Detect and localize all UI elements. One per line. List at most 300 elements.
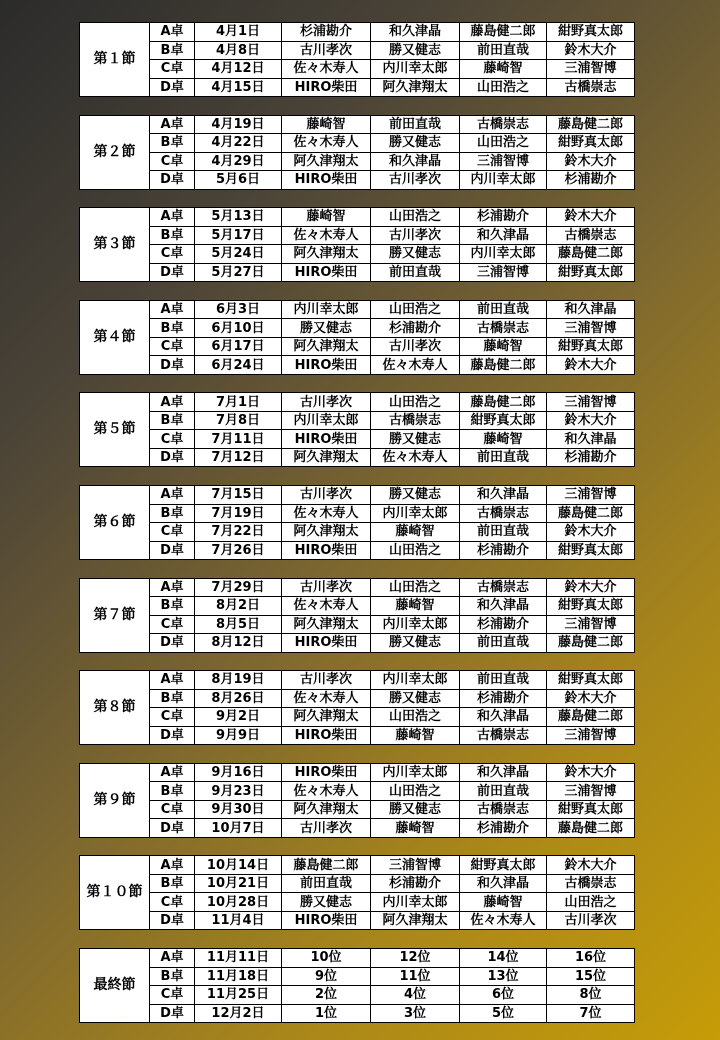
- table-row: [80, 208, 635, 227]
- player-cell: 内川幸太郎: [371, 893, 460, 912]
- table-label: C卓: [150, 615, 195, 634]
- player-cell: 和久津晶: [371, 152, 460, 171]
- section-table: [79, 115, 635, 190]
- player-cell: 三浦智博: [547, 615, 635, 634]
- match-date: 9月9日: [195, 726, 282, 745]
- player-cell: 内川幸太郎: [371, 763, 460, 782]
- player-cell: 内川幸太郎: [371, 671, 460, 690]
- table-row: [80, 893, 635, 912]
- player-cell: 杉浦勘介: [371, 874, 460, 893]
- match-date: 4月15日: [195, 78, 282, 97]
- table-row: [80, 319, 635, 338]
- player-cell: 12位: [371, 949, 460, 968]
- match-date: 10月14日: [195, 856, 282, 875]
- table-label: D卓: [150, 819, 195, 838]
- table-row: [80, 41, 635, 60]
- player-cell: 古川孝次: [371, 171, 460, 190]
- player-cell: 佐々木寿人: [282, 782, 371, 801]
- player-cell: 紺野真太郎: [460, 411, 547, 430]
- table-label: A卓: [150, 393, 195, 412]
- section-table: [79, 22, 635, 97]
- player-cell: 紺野真太郎: [547, 23, 635, 42]
- player-cell: 鈴木大介: [547, 578, 635, 597]
- match-date: 9月30日: [195, 800, 282, 819]
- table-label: A卓: [150, 208, 195, 227]
- table-label: C卓: [150, 986, 195, 1005]
- table-row: [80, 523, 635, 542]
- player-cell: 勝又健志: [371, 689, 460, 708]
- player-cell: 和久津晶: [460, 763, 547, 782]
- table-label: C卓: [150, 893, 195, 912]
- table-row: [80, 171, 635, 190]
- match-date: 6月10日: [195, 319, 282, 338]
- player-cell: 古川孝次: [282, 486, 371, 505]
- table-row: [80, 60, 635, 79]
- player-cell: 勝又健志: [371, 430, 460, 449]
- match-date: 9月23日: [195, 782, 282, 801]
- match-date: 7月8日: [195, 411, 282, 430]
- table-label: A卓: [150, 763, 195, 782]
- player-cell: 藤崎智: [282, 208, 371, 227]
- section-table: [79, 763, 635, 838]
- match-date: 6月3日: [195, 300, 282, 319]
- player-cell: 三浦智博: [547, 60, 635, 79]
- player-cell: 藤島健二郎: [460, 393, 547, 412]
- player-cell: 鈴木大介: [547, 356, 635, 375]
- player-cell: 鈴木大介: [547, 41, 635, 60]
- player-cell: 古橋崇志: [547, 78, 635, 97]
- player-cell: 内川幸太郎: [282, 411, 371, 430]
- section-table: [79, 670, 635, 745]
- table-row: [80, 115, 635, 134]
- table-row: [80, 874, 635, 893]
- player-cell: 鈴木大介: [547, 208, 635, 227]
- player-cell: 阿久津翔太: [282, 523, 371, 542]
- table-label: D卓: [150, 634, 195, 653]
- player-cell: 阿久津翔太: [282, 337, 371, 356]
- match-date: 8月5日: [195, 615, 282, 634]
- player-cell: 鈴木大介: [547, 856, 635, 875]
- table-label: D卓: [150, 356, 195, 375]
- player-cell: 山田浩之: [460, 134, 547, 153]
- table-label: A卓: [150, 300, 195, 319]
- player-cell: 三浦智博: [547, 486, 635, 505]
- player-cell: 紺野真太郎: [547, 337, 635, 356]
- match-date: 11月18日: [195, 967, 282, 986]
- player-cell: 杉浦勘介: [282, 23, 371, 42]
- match-date: 8月26日: [195, 689, 282, 708]
- player-cell: 藤崎智: [371, 726, 460, 745]
- table-row: [80, 578, 635, 597]
- table-label: B卓: [150, 782, 195, 801]
- table-label: A卓: [150, 578, 195, 597]
- player-cell: 古川孝次: [282, 41, 371, 60]
- match-date: 8月12日: [195, 634, 282, 653]
- player-cell: 藤島健二郎: [547, 819, 635, 838]
- player-cell: 古川孝次: [371, 226, 460, 245]
- table-row: [80, 726, 635, 745]
- player-cell: 前田直哉: [460, 671, 547, 690]
- match-date: 11月11日: [195, 949, 282, 968]
- match-date: 7月22日: [195, 523, 282, 542]
- player-cell: HIRO柴田: [282, 541, 371, 560]
- table-label: B卓: [150, 597, 195, 616]
- match-date: 7月26日: [195, 541, 282, 560]
- table-row: [80, 356, 635, 375]
- player-cell: 藤島健二郎: [547, 115, 635, 134]
- section-name: 第８節: [80, 671, 150, 745]
- player-cell: 11位: [371, 967, 460, 986]
- player-cell: 杉浦勘介: [460, 819, 547, 838]
- player-cell: 和久津晶: [460, 708, 547, 727]
- player-cell: 5位: [460, 1004, 547, 1023]
- player-cell: 阿久津翔太: [282, 800, 371, 819]
- table-row: [80, 23, 635, 42]
- player-cell: 和久津晶: [460, 226, 547, 245]
- table-row: [80, 782, 635, 801]
- player-cell: 14位: [460, 949, 547, 968]
- table-label: D卓: [150, 263, 195, 282]
- player-cell: 内川幸太郎: [460, 171, 547, 190]
- player-cell: 佐々木寿人: [282, 504, 371, 523]
- section-table: [79, 300, 635, 375]
- player-cell: 藤島健二郎: [547, 504, 635, 523]
- match-date: 11月25日: [195, 986, 282, 1005]
- player-cell: 前田直哉: [460, 41, 547, 60]
- player-cell: 藤島健二郎: [460, 23, 547, 42]
- player-cell: 前田直哉: [460, 300, 547, 319]
- player-cell: 勝又健志: [371, 134, 460, 153]
- match-date: 12月2日: [195, 1004, 282, 1023]
- player-cell: 勝又健志: [371, 41, 460, 60]
- section-table: [79, 855, 635, 930]
- table-label: B卓: [150, 41, 195, 60]
- player-cell: 2位: [282, 986, 371, 1005]
- player-cell: 前田直哉: [282, 874, 371, 893]
- table-row: [80, 819, 635, 838]
- player-cell: 佐々木寿人: [282, 134, 371, 153]
- player-cell: 6位: [460, 986, 547, 1005]
- table-row: [80, 245, 635, 264]
- table-row: [80, 263, 635, 282]
- table-label: A卓: [150, 23, 195, 42]
- player-cell: 和久津晶: [547, 430, 635, 449]
- player-cell: 阿久津翔太: [371, 78, 460, 97]
- player-cell: 佐々木寿人: [282, 226, 371, 245]
- player-cell: 13位: [460, 967, 547, 986]
- section-table: [79, 392, 635, 467]
- player-cell: 阿久津翔太: [371, 911, 460, 930]
- table-label: C卓: [150, 430, 195, 449]
- player-cell: 紺野真太郎: [460, 856, 547, 875]
- section-name: 第３節: [80, 208, 150, 282]
- player-cell: 3位: [371, 1004, 460, 1023]
- player-cell: 古川孝次: [282, 393, 371, 412]
- player-cell: 古川孝次: [547, 911, 635, 930]
- match-date: 10月28日: [195, 893, 282, 912]
- player-cell: 和久津晶: [460, 486, 547, 505]
- table-row: [80, 708, 635, 727]
- player-cell: 勝又健志: [371, 245, 460, 264]
- table-label: D卓: [150, 911, 195, 930]
- player-cell: 鈴木大介: [547, 763, 635, 782]
- player-cell: 古橋崇志: [547, 874, 635, 893]
- player-cell: 佐々木寿人: [460, 911, 547, 930]
- player-cell: 内川幸太郎: [371, 615, 460, 634]
- player-cell: 藤島健二郎: [547, 708, 635, 727]
- player-cell: 紺野真太郎: [547, 800, 635, 819]
- match-date: 9月2日: [195, 708, 282, 727]
- player-cell: 古橋崇志: [460, 726, 547, 745]
- player-cell: 鈴木大介: [547, 689, 635, 708]
- table-label: D卓: [150, 1004, 195, 1023]
- player-cell: 古川孝次: [282, 671, 371, 690]
- table-label: B卓: [150, 967, 195, 986]
- player-cell: 杉浦勘介: [460, 689, 547, 708]
- player-cell: 古橋崇志: [460, 504, 547, 523]
- player-cell: 藤崎智: [460, 893, 547, 912]
- player-cell: 杉浦勘介: [371, 319, 460, 338]
- player-cell: 前田直哉: [371, 115, 460, 134]
- table-label: C卓: [150, 337, 195, 356]
- player-cell: 古川孝次: [282, 578, 371, 597]
- section-name: 第１０節: [80, 856, 150, 930]
- player-cell: 山田浩之: [371, 393, 460, 412]
- table-row: [80, 300, 635, 319]
- player-cell: 山田浩之: [371, 708, 460, 727]
- table-row: [80, 967, 635, 986]
- player-cell: 9位: [282, 967, 371, 986]
- table-row: [80, 689, 635, 708]
- player-cell: 山田浩之: [371, 300, 460, 319]
- match-date: 7月29日: [195, 578, 282, 597]
- section-name: 最終節: [80, 949, 150, 1023]
- player-cell: 8位: [547, 986, 635, 1005]
- section-name: 第５節: [80, 393, 150, 467]
- player-cell: 藤崎智: [371, 523, 460, 542]
- table-label: C卓: [150, 152, 195, 171]
- player-cell: 藤崎智: [371, 819, 460, 838]
- player-cell: 山田浩之: [371, 208, 460, 227]
- player-cell: 藤崎智: [371, 597, 460, 616]
- player-cell: 10位: [282, 949, 371, 968]
- table-row: [80, 800, 635, 819]
- table-label: B卓: [150, 134, 195, 153]
- section-table: [79, 207, 635, 282]
- table-row: [80, 615, 635, 634]
- table-label: B卓: [150, 504, 195, 523]
- player-cell: 鈴木大介: [547, 152, 635, 171]
- table-row: [80, 597, 635, 616]
- table-row: [80, 671, 635, 690]
- table-label: A卓: [150, 486, 195, 505]
- table-row: [80, 634, 635, 653]
- table-label: A卓: [150, 856, 195, 875]
- table-label: C卓: [150, 245, 195, 264]
- player-cell: 藤島健二郎: [282, 856, 371, 875]
- player-cell: 三浦智博: [371, 856, 460, 875]
- table-label: D卓: [150, 726, 195, 745]
- player-cell: 古橋崇志: [547, 226, 635, 245]
- table-label: D卓: [150, 448, 195, 467]
- match-date: 11月4日: [195, 911, 282, 930]
- player-cell: 杉浦勘介: [547, 171, 635, 190]
- player-cell: 鈴木大介: [547, 523, 635, 542]
- player-cell: 15位: [547, 967, 635, 986]
- player-cell: HIRO柴田: [282, 634, 371, 653]
- match-date: 8月19日: [195, 671, 282, 690]
- player-cell: 1位: [282, 1004, 371, 1023]
- player-cell: 前田直哉: [460, 523, 547, 542]
- table-row: [80, 337, 635, 356]
- player-cell: 紺野真太郎: [547, 134, 635, 153]
- player-cell: 佐々木寿人: [371, 356, 460, 375]
- player-cell: 16位: [547, 949, 635, 968]
- table-row: [80, 411, 635, 430]
- match-date: 4月8日: [195, 41, 282, 60]
- player-cell: 勝又健志: [282, 893, 371, 912]
- player-cell: HIRO柴田: [282, 430, 371, 449]
- player-cell: 前田直哉: [460, 782, 547, 801]
- player-cell: 杉浦勘介: [460, 615, 547, 634]
- table-label: D卓: [150, 541, 195, 560]
- player-cell: 佐々木寿人: [282, 60, 371, 79]
- table-label: D卓: [150, 78, 195, 97]
- table-row: [80, 504, 635, 523]
- table-row: [80, 393, 635, 412]
- player-cell: 三浦智博: [547, 319, 635, 338]
- table-row: [80, 448, 635, 467]
- match-date: 7月11日: [195, 430, 282, 449]
- player-cell: 藤崎智: [460, 337, 547, 356]
- table-row: [80, 152, 635, 171]
- player-cell: 紺野真太郎: [547, 263, 635, 282]
- player-cell: 佐々木寿人: [282, 689, 371, 708]
- player-cell: 杉浦勘介: [460, 208, 547, 227]
- player-cell: 藤崎智: [460, 430, 547, 449]
- match-date: 6月24日: [195, 356, 282, 375]
- player-cell: HIRO柴田: [282, 171, 371, 190]
- match-date: 7月12日: [195, 448, 282, 467]
- table-row: [80, 911, 635, 930]
- table-label: C卓: [150, 523, 195, 542]
- player-cell: 和久津晶: [460, 874, 547, 893]
- table-label: D卓: [150, 171, 195, 190]
- player-cell: 山田浩之: [371, 782, 460, 801]
- player-cell: 鈴木大介: [547, 411, 635, 430]
- match-date: 6月17日: [195, 337, 282, 356]
- player-cell: 古橋崇志: [460, 115, 547, 134]
- player-cell: HIRO柴田: [282, 763, 371, 782]
- player-cell: 和久津晶: [460, 597, 547, 616]
- section-table: [79, 948, 635, 1023]
- player-cell: 阿久津翔太: [282, 448, 371, 467]
- section-name: 第７節: [80, 578, 150, 652]
- table-row: [80, 541, 635, 560]
- match-date: 10月7日: [195, 819, 282, 838]
- match-date: 7月15日: [195, 486, 282, 505]
- player-cell: 三浦智博: [460, 152, 547, 171]
- table-label: B卓: [150, 226, 195, 245]
- match-date: 8月2日: [195, 597, 282, 616]
- player-cell: 阿久津翔太: [282, 615, 371, 634]
- player-cell: 山田浩之: [371, 541, 460, 560]
- table-row: [80, 430, 635, 449]
- table-row: [80, 134, 635, 153]
- match-date: 5月6日: [195, 171, 282, 190]
- table-row: [80, 949, 635, 968]
- player-cell: 藤崎智: [460, 60, 547, 79]
- section-name: 第４節: [80, 300, 150, 374]
- match-date: 7月1日: [195, 393, 282, 412]
- table-row: [80, 226, 635, 245]
- match-date: 9月16日: [195, 763, 282, 782]
- player-cell: 阿久津翔太: [282, 708, 371, 727]
- player-cell: 佐々木寿人: [371, 448, 460, 467]
- player-cell: 三浦智博: [547, 782, 635, 801]
- player-cell: 内川幸太郎: [460, 245, 547, 264]
- table-row: [80, 1004, 635, 1023]
- player-cell: HIRO柴田: [282, 911, 371, 930]
- player-cell: 7位: [547, 1004, 635, 1023]
- table-row: [80, 486, 635, 505]
- player-cell: 古橋崇志: [460, 319, 547, 338]
- table-label: A卓: [150, 671, 195, 690]
- match-date: 4月29日: [195, 152, 282, 171]
- player-cell: 古橋崇志: [460, 800, 547, 819]
- table-label: A卓: [150, 115, 195, 134]
- player-cell: 勝又健志: [371, 634, 460, 653]
- match-date: 4月1日: [195, 23, 282, 42]
- player-cell: HIRO柴田: [282, 263, 371, 282]
- match-date: 4月19日: [195, 115, 282, 134]
- table-row: [80, 78, 635, 97]
- table-row: [80, 856, 635, 875]
- match-date: 5月24日: [195, 245, 282, 264]
- player-cell: 古橋崇志: [371, 411, 460, 430]
- section-table: [79, 485, 635, 560]
- player-cell: 阿久津翔太: [282, 152, 371, 171]
- player-cell: 前田直哉: [460, 448, 547, 467]
- player-cell: 紺野真太郎: [547, 541, 635, 560]
- player-cell: 藤崎智: [282, 115, 371, 134]
- section-name: 第９節: [80, 763, 150, 837]
- section-name: 第１節: [80, 23, 150, 97]
- player-cell: 4位: [371, 986, 460, 1005]
- player-cell: 杉浦勘介: [547, 448, 635, 467]
- section-name: 第６節: [80, 486, 150, 560]
- player-cell: HIRO柴田: [282, 726, 371, 745]
- player-cell: 前田直哉: [371, 263, 460, 282]
- player-cell: 紺野真太郎: [547, 597, 635, 616]
- player-cell: 和久津晶: [371, 23, 460, 42]
- player-cell: 藤島健二郎: [547, 245, 635, 264]
- player-cell: 山田浩之: [371, 578, 460, 597]
- player-cell: 内川幸太郎: [371, 504, 460, 523]
- player-cell: 藤島健二郎: [547, 634, 635, 653]
- player-cell: HIRO柴田: [282, 356, 371, 375]
- player-cell: 古川孝次: [371, 337, 460, 356]
- table-label: C卓: [150, 60, 195, 79]
- player-cell: 三浦智博: [547, 393, 635, 412]
- table-label: A卓: [150, 949, 195, 968]
- match-date: 10月21日: [195, 874, 282, 893]
- match-date: 4月22日: [195, 134, 282, 153]
- match-date: 5月27日: [195, 263, 282, 282]
- match-date: 4月12日: [195, 60, 282, 79]
- player-cell: 勝又健志: [282, 319, 371, 338]
- table-label: B卓: [150, 689, 195, 708]
